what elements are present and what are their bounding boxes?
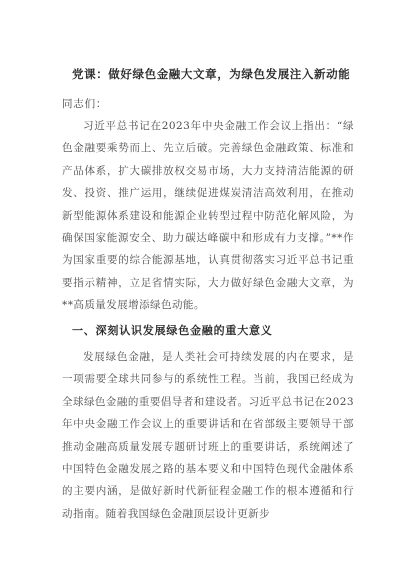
- greeting: 同志们：: [62, 98, 108, 110]
- paragraph-1: 习近平总书记在2023年中央金融工作会议上指出：“绿色金融要乘势而上、先立后破。完善绿色金融政策、标准和产品体系，扩大碳排放权交易市场，大力支持清洁能源的研发、投资、推广运用，继续促进煤炭清洁高效利用，在推动新型能源体系建设和能源企业转型过程中防范化解风险，为确保国家能源安全、助力碳达峰碳中和形成有力支撑。”**作为国家重要的综合能源基地，认真贯彻落实习近平总书记重要指示精神，立足省情实际，大力做好绿色金融大文章，为**高质量发展增添绿色动能。: [62, 120, 354, 312]
- paragraph-2: 发展绿色金融，是人类社会可持续发展的内在要求，是一项需要全球共同参与的系统性工程。当前，我国已经成为全球绿色金融的重要倡导者和建设者。习近平总书记在2023年中央金融工作会议上的重要讲话和在省部级主要领导干部推动金融高质量发展专题研讨班上的重要讲话，系统阐述了中国特色金融发展之路的基本要义和中国特色现代金融体系的主要内涵，是做好新时代新征程金融工作的根本遵循和行动指南。随着我国绿色金融顶层设计更新步: [62, 351, 354, 520]
- document-title: 党课：做好绿色金融大文章，为绿色发展注入新动能: [72, 67, 351, 81]
- section-heading: 一、深刻认识发展绿色金融的重大意义: [72, 324, 273, 337]
